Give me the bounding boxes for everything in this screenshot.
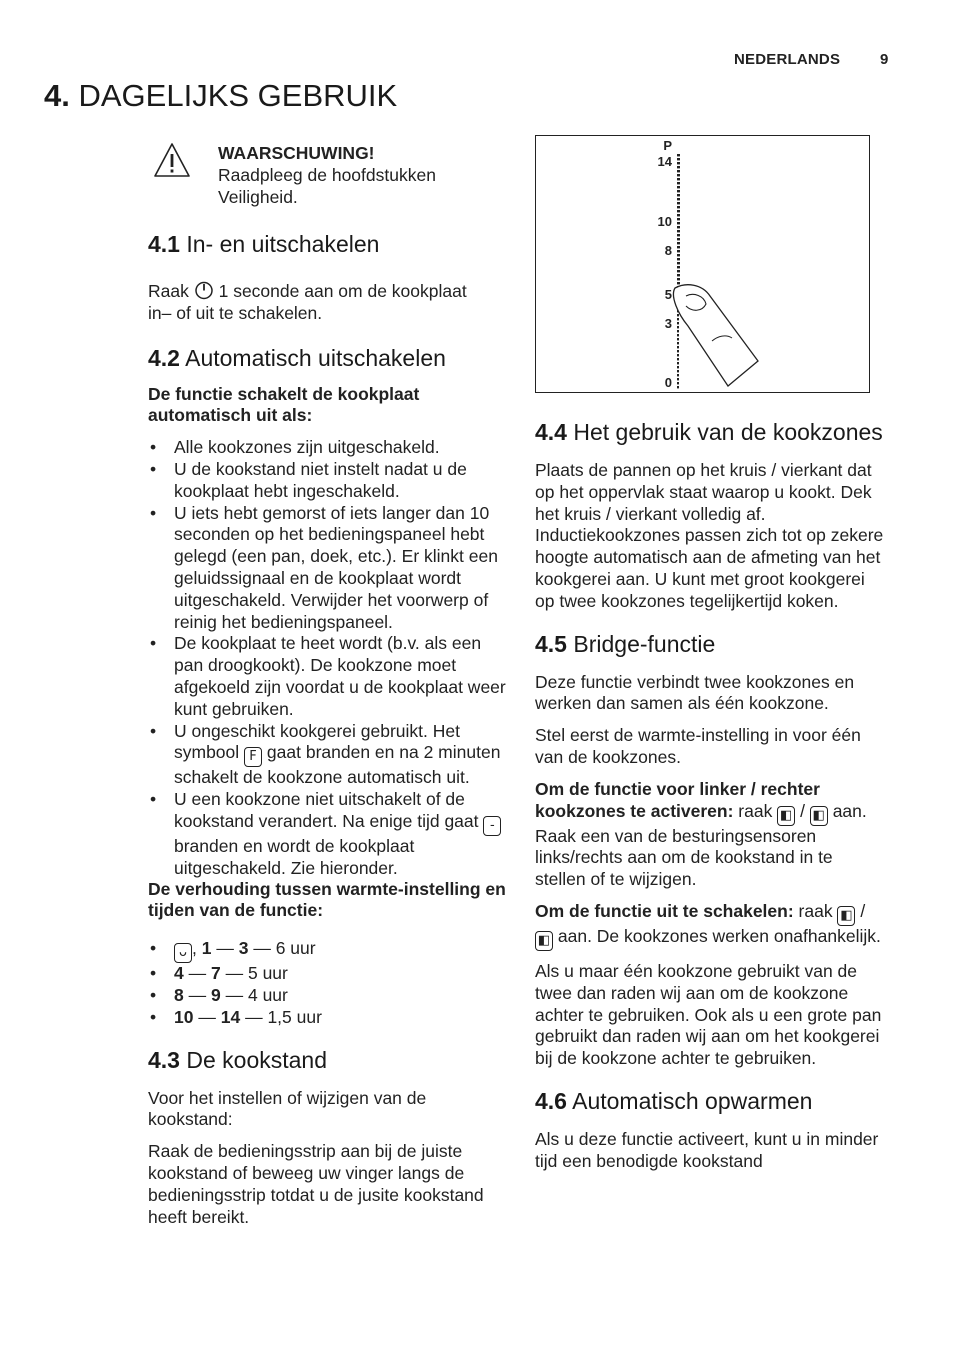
section-4-3-text-2: Raak de bedieningsstrip aan bij de juiste kookstand of beweeg uw vinger langs de bedieningsstrip totdat u de jusite kookstand heeft bereikt. bbox=[148, 1141, 484, 1227]
strip-tick bbox=[677, 278, 680, 280]
warning-block bbox=[218, 143, 436, 208]
time-table-list bbox=[148, 938, 508, 1028]
time-row: • ᴗ , 1 — 3 — 6 uur bbox=[148, 938, 508, 963]
strip-label-8: 8 bbox=[664, 243, 672, 258]
strip-tick bbox=[677, 318, 679, 320]
strip-tick bbox=[677, 378, 679, 380]
strip-tick bbox=[677, 370, 679, 372]
section-4-6-heading: 4.6 Automatisch opwarmen bbox=[535, 1087, 813, 1114]
strip-tick bbox=[677, 222, 680, 224]
right-column bbox=[535, 419, 887, 1183]
strip-tick bbox=[677, 206, 680, 208]
strip-tick bbox=[677, 182, 680, 184]
strip-tick bbox=[677, 194, 680, 196]
section-4-1-heading: 4.1 In- en uitschakelen bbox=[148, 231, 380, 257]
relation-heading: De verhouding tussen warmte-instelling en tijden van de functie: bbox=[148, 878, 506, 921]
warning-line-2: Veiligheid. bbox=[218, 186, 298, 207]
left-column bbox=[148, 231, 508, 1238]
strip-tick bbox=[677, 250, 680, 252]
strip-tick bbox=[677, 154, 680, 156]
strip-tick bbox=[677, 322, 679, 324]
strip-tick bbox=[677, 226, 680, 228]
dash-symbol-icon: - bbox=[483, 816, 501, 836]
section-4-5-text-2: Stel eerst de warmte-instelling in voor één van de kookzones. bbox=[535, 725, 861, 767]
section-4-4-heading: 4.4 Het gebruik van de kookzones bbox=[535, 419, 883, 445]
keep-warm-icon: ᴗ bbox=[174, 943, 192, 963]
strip-tick bbox=[677, 190, 680, 192]
section-4-1-text: Raak 1 seconde aan om de kookplaat in– of uit te schakelen. bbox=[148, 281, 467, 323]
strip-label-10: 10 bbox=[657, 214, 672, 229]
strip-tick bbox=[677, 270, 680, 272]
warning-triangle-icon bbox=[152, 141, 192, 179]
strip-label-3: 3 bbox=[664, 316, 672, 331]
time-row: • 8 — 9 — 4 uur bbox=[148, 985, 508, 1007]
power-icon bbox=[194, 280, 214, 300]
section-4-5-text-4: Om de functie uit te schakelen: raak ◧ / ◧ aan. De kookzones werken onafhankelijk. bbox=[535, 901, 887, 951]
strip-tick bbox=[677, 214, 680, 216]
strip-tick bbox=[677, 210, 680, 212]
time-row: • 10 — 14 — 1,5 uur bbox=[148, 1007, 508, 1029]
strip-tick bbox=[677, 282, 680, 284]
strip-ticks bbox=[677, 154, 680, 388]
strip-tick bbox=[677, 162, 680, 164]
strip-tick bbox=[677, 350, 679, 352]
strip-tick bbox=[677, 158, 680, 160]
section-4-4-text: Plaats de pannen op het kruis / vierkant dat op het oppervlak staat waarop u kookt. Dek het kruis / vierkant volledig af. Inductiekookzones passen zich tot op zekere hoogte automatisch aan de afmeting van het kookgerei aan. U kunt met groot kookgerei op twee kookzones tegelijkertijd koken. bbox=[535, 460, 884, 611]
auto-off-list bbox=[148, 437, 508, 879]
list-item: • U ongeschikt kookgerei gebruikt. Het symbool F gaat branden en na 2 minuten schakelt de kookzone automatisch uit. bbox=[148, 721, 508, 790]
strip-tick bbox=[677, 338, 679, 340]
section-4-2-heading: 4.2 Automatisch uitschakelen bbox=[148, 344, 446, 371]
header-language: NEDERLANDS bbox=[734, 51, 841, 68]
warning-label: WAARSCHUWING! bbox=[218, 143, 375, 163]
section-4-2-intro: De functie schakelt de kookplaat automatisch uit als: bbox=[148, 383, 420, 426]
strip-label-5: 5 bbox=[664, 287, 672, 302]
strip-tick bbox=[677, 266, 680, 268]
section-4-3-text-1: Voor het instellen of wijzigen van de kookstand: bbox=[148, 1087, 427, 1130]
strip-tick bbox=[677, 218, 680, 220]
strip-tick bbox=[677, 238, 680, 240]
strip-tick bbox=[677, 362, 679, 364]
bridge-left-icon: ◧ bbox=[777, 806, 795, 826]
f-symbol-icon: F bbox=[244, 747, 262, 767]
section-4-5-text-3: Om de functie voor linker / rechter kookzones te activeren: raak ◧ / ◧ aan. Raak een van de besturingsensoren links/rechts aan om de kookstand in te stellen of te wijzigen. bbox=[535, 778, 867, 890]
strip-tick bbox=[677, 330, 679, 332]
strip-tick bbox=[677, 262, 680, 264]
strip-tick bbox=[677, 186, 680, 188]
strip-tick bbox=[677, 366, 679, 368]
bridge-right-icon: ◧ bbox=[810, 806, 828, 826]
section-4-5-heading: 4.5 Bridge-functie bbox=[535, 630, 716, 657]
list-item: • U de kookstand niet instelt nadat u de kookplaat hebt ingeschakeld. bbox=[148, 459, 508, 503]
strip-tick bbox=[677, 166, 680, 168]
control-strip-figure bbox=[535, 135, 870, 393]
list-item: • U een kookzone niet uitschakelt of de kookstand verandert. Na enige tijd gaat - branden en wordt de kookplaat uitgeschakeld. Zie hieronder. bbox=[148, 789, 508, 879]
strip-tick bbox=[677, 346, 679, 348]
strip-tick bbox=[677, 342, 679, 344]
section-4-6-text: Als u deze functie activeert, kunt u in minder tijd een benodigde kookstand bbox=[535, 1128, 879, 1171]
time-row: • 4 — 7 — 5 uur bbox=[148, 963, 508, 985]
strip-tick bbox=[677, 242, 680, 244]
strip-tick bbox=[677, 258, 680, 260]
strip-tick bbox=[677, 358, 679, 360]
chapter-number: 4. bbox=[44, 78, 70, 113]
section-4-5-text-1: Deze functie verbindt twee kookzones en werken dan samen als één kookzone. bbox=[535, 671, 855, 714]
control-strip-illustration bbox=[536, 136, 868, 391]
section-4-5-text-5: Als u maar één kookzone gebruikt van de twee dan raden wij aan om de kookzone achter te gebruiken. Ook als u een grote pan gebruikt dan raden wij aan om het kookgerei bij de kookzone achter te gebruiken. bbox=[535, 960, 882, 1069]
strip-tick bbox=[677, 246, 680, 248]
strip-label-p: P bbox=[663, 138, 672, 153]
page-number: 9 bbox=[880, 51, 889, 68]
strip-label-14: 14 bbox=[657, 154, 672, 169]
strip-tick bbox=[677, 202, 680, 204]
bridge-left-icon: ◧ bbox=[837, 906, 855, 926]
strip-tick bbox=[677, 170, 680, 172]
list-item: • U iets hebt gemorst of iets langer dan 10 seconden op het bedieningspaneel hebt gelegd (een pan, doek, etc.). Er klinkt een geluidssignaal en de kookplaat wordt uitgeschakeld. Verwijder het voorwerp of reinig het bedieningspaneel. bbox=[148, 503, 508, 634]
strip-label-0: 0 bbox=[664, 375, 672, 390]
strip-tick bbox=[677, 334, 679, 336]
chapter-title bbox=[44, 78, 397, 114]
list-item: • De kookplaat te heet wordt (b.v. als een pan droogkookt). De kookzone moet afgekoeld zijn voordat u de kookplaat weer kunt gebruiken. bbox=[148, 633, 508, 720]
strip-tick bbox=[677, 382, 679, 384]
strip-tick bbox=[677, 354, 679, 356]
strip-tick bbox=[677, 174, 680, 176]
strip-tick bbox=[677, 230, 680, 232]
strip-tick bbox=[677, 234, 680, 236]
strip-tick bbox=[677, 254, 680, 256]
strip-tick bbox=[677, 326, 679, 328]
bridge-right-icon: ◧ bbox=[535, 931, 553, 951]
strip-tick bbox=[677, 198, 680, 200]
strip-tick bbox=[677, 274, 680, 276]
strip-tick bbox=[677, 178, 680, 180]
list-item: • Alle kookzones zijn uitgeschakeld. bbox=[148, 437, 508, 459]
strip-tick bbox=[677, 314, 679, 316]
section-4-3-heading: 4.3 De kookstand bbox=[148, 1046, 328, 1073]
finger-icon bbox=[673, 285, 758, 386]
strip-tick bbox=[677, 374, 679, 376]
strip-tick bbox=[677, 386, 679, 388]
chapter-title-text: DAGELIJKS GEBRUIK bbox=[78, 78, 398, 113]
warning-line-1: Raadpleeg de hoofdstukken bbox=[218, 164, 436, 185]
